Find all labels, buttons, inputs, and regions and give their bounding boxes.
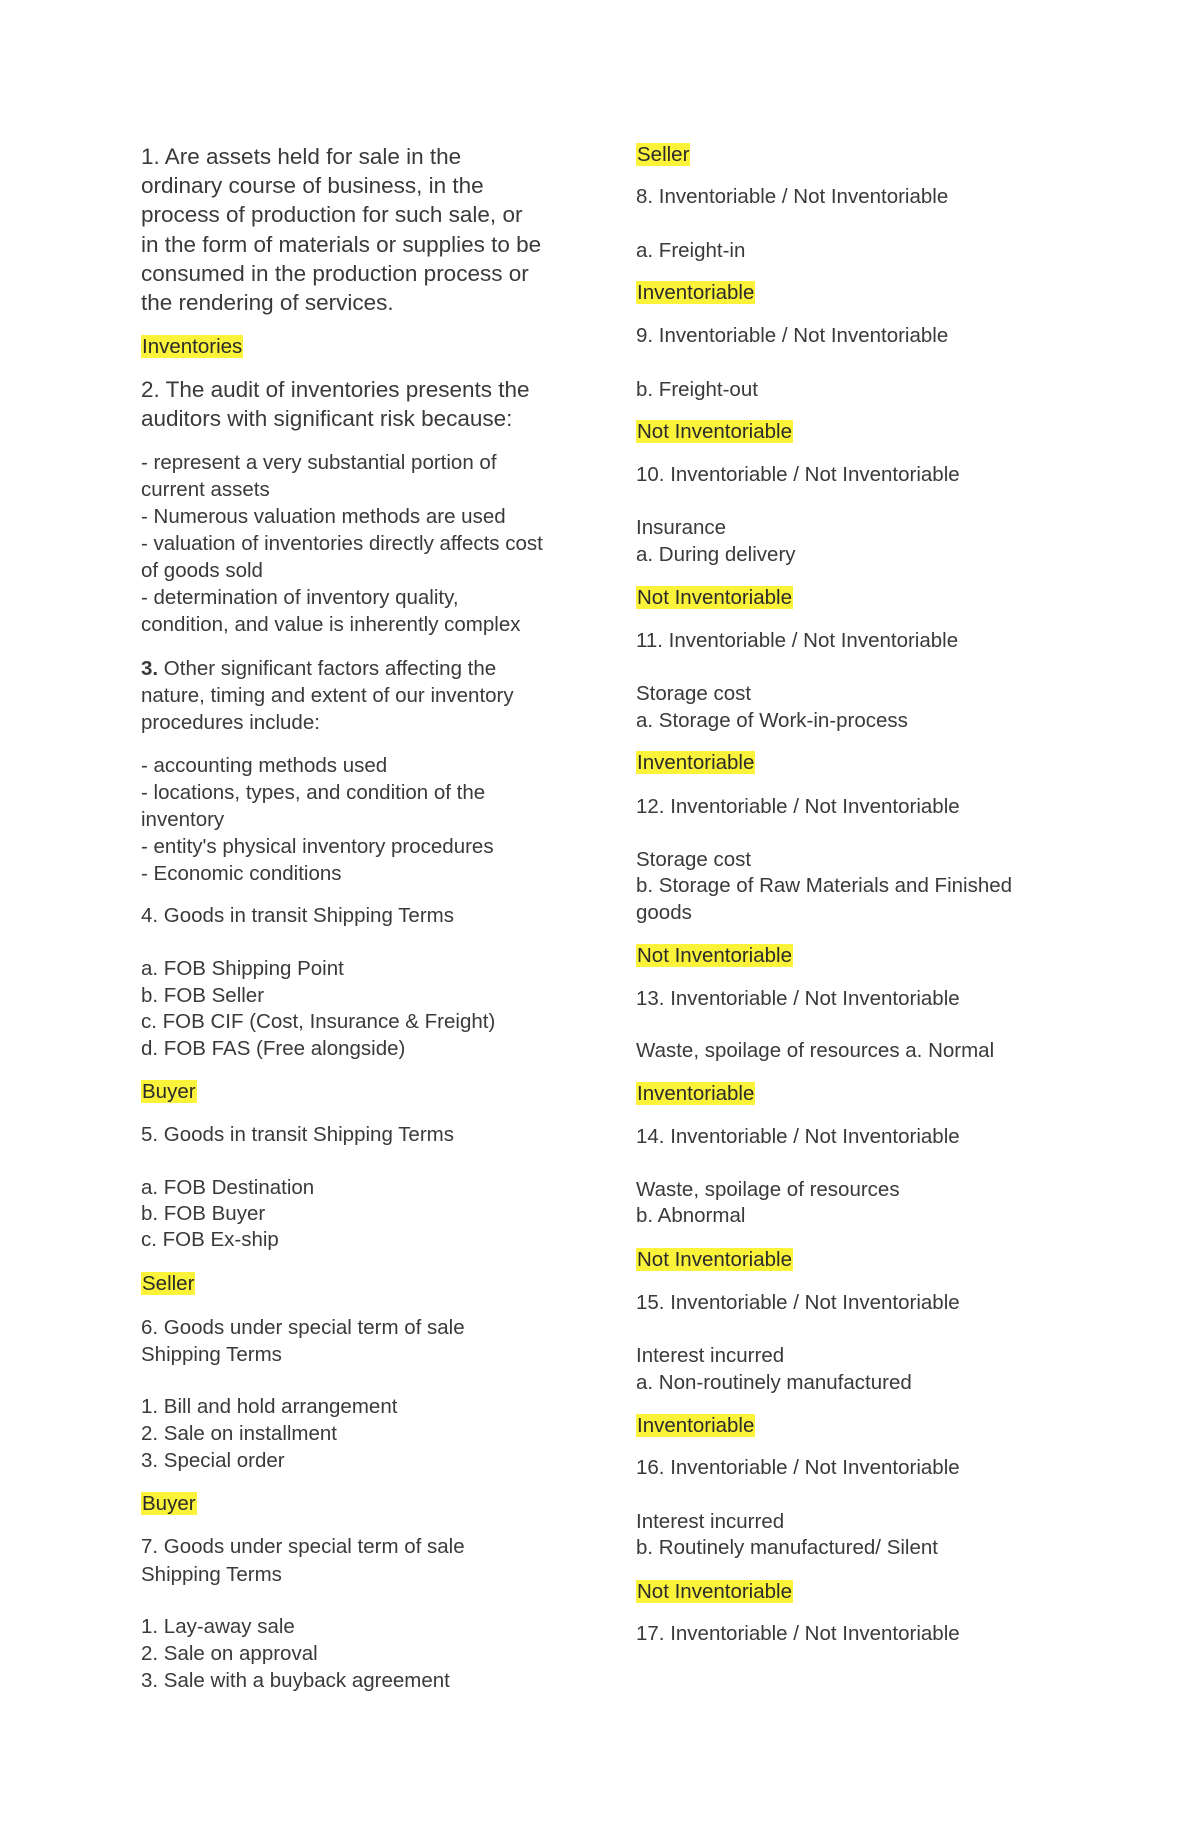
q16-item-2: b. Routinely manufactured/ Silent xyxy=(636,1536,938,1559)
q3-number: 3. xyxy=(141,657,159,680)
q2-bullet-2: current assets xyxy=(141,478,270,501)
q11-title: 11. Inventoriable / Not Inventoriable xyxy=(636,629,959,652)
q8-title: 8. Inventoriable / Not Inventoriable xyxy=(636,185,949,208)
q12-item-2: b. Storage of Raw Materials and Finished xyxy=(636,874,1013,897)
q12-item-1: Storage cost xyxy=(636,848,752,871)
q1-line-5: consumed in the production process or xyxy=(141,261,529,286)
q4-item-a: a. FOB Shipping Point xyxy=(141,957,344,980)
q3-bullet-4: - entity's physical inventory procedures xyxy=(141,835,494,858)
q4-item-c: c. FOB CIF (Cost, Insurance & Freight) xyxy=(141,1010,496,1033)
q15-title: 15. Inventoriable / Not Inventoriable xyxy=(636,1291,960,1314)
q1-line-1: 1. Are assets held for sale in the xyxy=(141,144,462,169)
q14-title: 14. Inventoriable / Not Inventoriable xyxy=(636,1125,960,1148)
q7-item-3: 3. Sale with a buyback agreement xyxy=(141,1669,450,1692)
q3-line-1 xyxy=(141,655,496,682)
q7-item-2: 2. Sale on approval xyxy=(141,1642,318,1665)
q1-answer-highlight: Inventories xyxy=(142,335,243,358)
q14-item-1: Waste, spoilage of resources xyxy=(636,1178,900,1201)
q7-line-1: 7. Goods under special term of sale xyxy=(141,1535,465,1558)
q11-answer-highlight: Inventoriable xyxy=(637,751,755,774)
q7-item-1: 1. Lay-away sale xyxy=(141,1615,295,1638)
q3-bullet-3: inventory xyxy=(141,808,225,831)
q2-bullet-4: - valuation of inventories directly affects cost xyxy=(141,532,543,555)
q3-bullet-2: - locations, types, and condition of the xyxy=(141,781,486,804)
q5-title: 5. Goods in transit Shipping Terms xyxy=(141,1123,454,1146)
q5-item-c: c. FOB Ex-ship xyxy=(141,1228,279,1251)
q10-item-1: Insurance xyxy=(636,516,727,539)
q1-line-4: in the form of materials or supplies to be xyxy=(141,232,542,257)
q2-bullet-3: - Numerous valuation methods are used xyxy=(141,505,506,528)
q7-line-2: Shipping Terms xyxy=(141,1563,282,1586)
q7-answer-highlight: Seller xyxy=(637,143,690,166)
q2-line-1: 2. The audit of inventories presents the xyxy=(141,377,530,402)
q3-line-3: procedures include: xyxy=(141,711,320,734)
q4-answer-highlight: Buyer xyxy=(142,1080,196,1103)
q13-answer-highlight: Inventoriable xyxy=(637,1082,755,1105)
q1-line-2: ordinary course of business, in the xyxy=(141,173,484,198)
q3-line-1-text: Other significant factors affecting the xyxy=(158,657,497,680)
q16-answer-highlight: Not Inventoriable xyxy=(637,1580,792,1603)
q13-title: 13. Inventoriable / Not Inventoriable xyxy=(636,987,960,1010)
q12-title: 12. Inventoriable / Not Inventoriable xyxy=(636,795,960,818)
q16-title: 16. Inventoriable / Not Inventoriable xyxy=(636,1456,960,1479)
q8-item: a. Freight-in xyxy=(636,239,746,262)
q6-item-3: 3. Special order xyxy=(141,1449,285,1472)
q1-line-3: process of production for such sale, or xyxy=(141,202,523,227)
q15-item-2: a. Non-routinely manufactured xyxy=(636,1371,912,1394)
q4-title: 4. Goods in transit Shipping Terms xyxy=(141,904,454,927)
q10-item-2: a. During delivery xyxy=(636,543,796,566)
q9-title: 9. Inventoriable / Not Inventoriable xyxy=(636,324,949,347)
q11-item-1: Storage cost xyxy=(636,682,752,705)
q6-line-1: 6. Goods under special term of sale xyxy=(141,1316,465,1339)
q13-item: Waste, spoilage of resources a. Normal xyxy=(636,1039,995,1062)
q2-line-2: auditors with significant risk because: xyxy=(141,406,513,431)
q12-answer-highlight: Not Inventoriable xyxy=(637,944,792,967)
q5-answer-highlight: Seller xyxy=(142,1272,195,1295)
q9-answer-highlight: Not Inventoriable xyxy=(637,420,792,443)
q14-answer-highlight: Not Inventoriable xyxy=(637,1248,792,1271)
q5-item-b: b. FOB Buyer xyxy=(141,1202,266,1225)
q2-bullet-7: condition, and value is inherently complex xyxy=(141,613,521,636)
q6-item-2: 2. Sale on installment xyxy=(141,1422,338,1445)
q10-answer-highlight: Not Inventoriable xyxy=(637,586,792,609)
q3-bullet-5: - Economic conditions xyxy=(141,862,342,885)
q2-bullet-1: - represent a very substantial portion of xyxy=(141,451,497,474)
q6-item-1: 1. Bill and hold arrangement xyxy=(141,1395,398,1418)
q4-item-d: d. FOB FAS (Free alongside) xyxy=(141,1037,406,1060)
q10-title: 10. Inventoriable / Not Inventoriable xyxy=(636,463,960,486)
q2-bullet-5: of goods sold xyxy=(141,559,263,582)
q12-item-3: goods xyxy=(636,901,692,924)
q9-item: b. Freight-out xyxy=(636,378,758,401)
q16-item-1: Interest incurred xyxy=(636,1510,785,1533)
q4-item-b: b. FOB Seller xyxy=(141,984,265,1007)
q14-item-2: b. Abnormal xyxy=(636,1204,746,1227)
q17-title: 17. Inventoriable / Not Inventoriable xyxy=(636,1622,960,1645)
q5-item-a: a. FOB Destination xyxy=(141,1176,315,1199)
q1-line-6: the rendering of services. xyxy=(141,290,394,315)
q8-answer-highlight: Inventoriable xyxy=(637,281,755,304)
q3-bullet-1: - accounting methods used xyxy=(141,754,388,777)
q11-item-2: a. Storage of Work-in-process xyxy=(636,709,908,732)
q15-item-1: Interest incurred xyxy=(636,1344,785,1367)
q3-line-2: nature, timing and extent of our inventory xyxy=(141,684,514,707)
q6-answer-highlight: Buyer xyxy=(142,1492,196,1515)
q6-line-2: Shipping Terms xyxy=(141,1343,282,1366)
q15-answer-highlight: Inventoriable xyxy=(637,1414,755,1437)
q2-bullet-6: - determination of inventory quality, xyxy=(141,586,459,609)
